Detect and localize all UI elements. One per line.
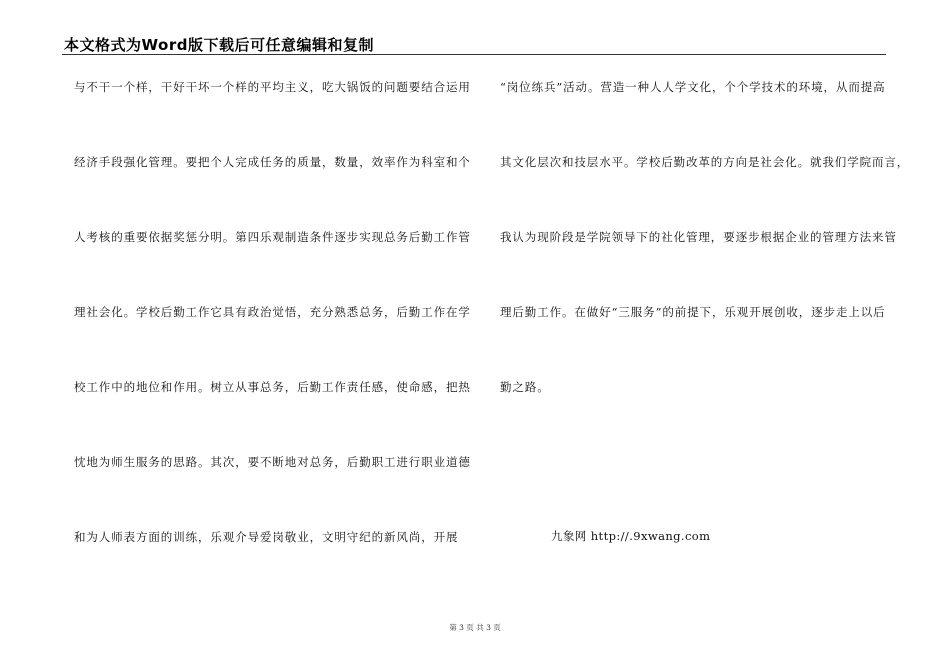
- text-line: 与不干一个样，干好干坏一个样的平均主义，吃大锅饭的问题要结合运用: [74, 80, 471, 94]
- page-number-footer: 第 3 页 共 3 页: [449, 623, 501, 632]
- text-line: 和为人师表方面的训练，乐观介导爱岗敬业，文明守纪的新风尚，开展: [74, 530, 459, 544]
- text-line: 其文化层次和技层水平。学校后勤改革的方向是社会化。就我们学院而言，: [500, 155, 910, 169]
- source-attribution: 九象网 http://.9xwang.com: [551, 529, 711, 543]
- text-line: 人考核的重要依据奖惩分明。第四乐观制造条件逐步实现总务后勤工作管: [74, 230, 471, 244]
- text-line: 经济手段强化管理。要把个人完成任务的质量，数量，效率作为科室和个: [74, 155, 471, 169]
- text-line: 理社会化。学校后勤工作它具有政治觉悟，充分熟悉总务，后勤工作在学: [74, 305, 471, 319]
- document-header-title: 本文格式为Word版下载后可任意编辑和复制: [64, 36, 374, 54]
- text-line: “岗位练兵”活动。营造一种人人学文化，个个学技术的环境，从而提高: [500, 80, 886, 94]
- text-line: 忱地为师生服务的思路。其次，要不断地对总务，后勤职工进行职业道德: [74, 455, 471, 469]
- header-divider: [62, 54, 886, 55]
- left-text-column: [74, 78, 471, 603]
- right-text-column: [500, 78, 910, 453]
- text-line: 校工作中的地位和作用。树立从事总务，后勤工作责任感，使命感，把热: [74, 380, 471, 394]
- text-line: 勤之路。: [500, 380, 550, 394]
- text-line: 理后勤工作。在做好“三服务”的前提下，乐观开展创收，逐步走上以后: [500, 305, 886, 319]
- text-line: 我认为现阶段是学院领导下的社化管理，要逐步根据企业的管理方法来管: [500, 230, 897, 244]
